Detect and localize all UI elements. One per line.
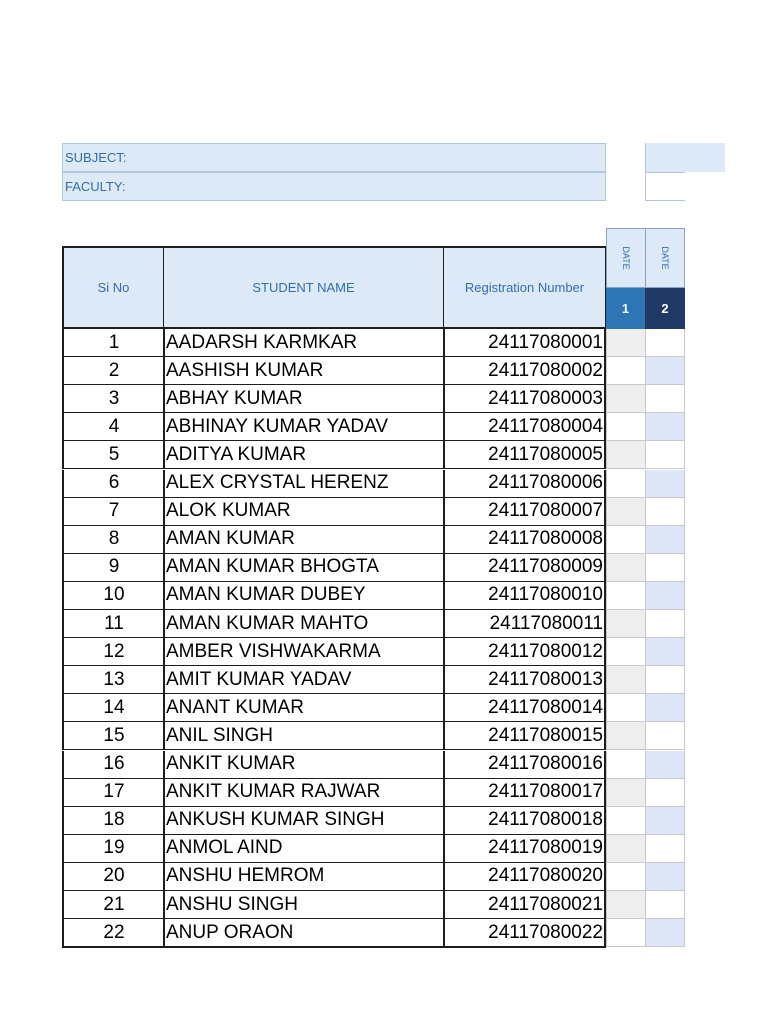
date-header-2[interactable] [645,228,685,288]
row-student-name: ALEX CRYSTAL HERENZ [163,470,444,498]
attendance-cell-date-1[interactable] [606,413,646,441]
attendance-cell-date-1[interactable] [606,638,646,666]
attendance-cell-date-2[interactable] [645,329,685,357]
header-student-name [163,246,444,329]
row-registration-number: 24117080010 [443,582,606,610]
attendance-cell-date-1[interactable] [606,385,646,413]
date-number-1-label: 1 [621,301,630,316]
attendance-cell-date-2[interactable] [645,554,685,582]
row-student-name: AMBER VISHWAKARMA [163,638,444,666]
subject-field[interactable] [62,143,606,172]
row-sl-no: 5 [62,441,164,469]
row-student-name: AASHISH KUMAR [163,357,444,385]
attendance-cell-date-1[interactable] [606,891,646,919]
attendance-cell-date-2[interactable] [645,919,685,947]
row-sl-no: 10 [62,582,164,610]
attendance-cell-date-2[interactable] [645,751,685,779]
row-registration-number: 24117080004 [443,413,606,441]
date-header-2-label: DATE [660,246,670,270]
attendance-cell-date-1[interactable] [606,666,646,694]
subject-date-cell[interactable] [645,143,725,172]
row-registration-number: 24117080021 [443,891,606,919]
header-sl-no [62,246,164,329]
row-student-name: ALOK KUMAR [163,498,444,526]
attendance-cell-date-2[interactable] [645,807,685,835]
row-sl-no: 16 [62,751,164,779]
row-sl-no: 21 [62,891,164,919]
attendance-cell-date-1[interactable] [606,751,646,779]
row-registration-number: 24117080001 [443,329,606,357]
row-sl-no: 18 [62,807,164,835]
row-student-name: AMIT KUMAR YADAV [163,666,444,694]
attendance-cell-date-2[interactable] [645,835,685,863]
date-header-1[interactable] [606,228,646,288]
row-student-name: ANSHU SINGH [163,891,444,919]
row-student-name: ABHINAY KUMAR YADAV [163,413,444,441]
attendance-cell-date-2[interactable] [645,638,685,666]
row-student-name: AADARSH KARMKAR [163,329,444,357]
header-sl-no-label: Si No [97,280,130,295]
attendance-cell-date-1[interactable] [606,835,646,863]
header-registration-number-label: Registration Number [464,280,585,295]
attendance-cell-date-2[interactable] [645,526,685,554]
row-student-name: ANUP ORAON [163,919,444,947]
attendance-cell-date-2[interactable] [645,779,685,807]
row-sl-no: 11 [62,610,164,638]
row-registration-number: 24117080018 [443,807,606,835]
row-sl-no: 2 [62,357,164,385]
attendance-cell-date-2[interactable] [645,357,685,385]
row-sl-no: 15 [62,722,164,750]
row-student-name: ANKUSH KUMAR SINGH [163,807,444,835]
row-registration-number: 24117080002 [443,357,606,385]
attendance-cell-date-2[interactable] [645,694,685,722]
row-student-name: ADITYA KUMAR [163,441,444,469]
attendance-cell-date-2[interactable] [645,610,685,638]
row-registration-number: 24117080015 [443,722,606,750]
attendance-cell-date-1[interactable] [606,694,646,722]
attendance-cell-date-1[interactable] [606,863,646,891]
date-number-1 [606,288,645,329]
date-header-1-label: DATE [621,246,631,270]
header-student-name-label: STUDENT NAME [252,280,355,295]
attendance-cell-date-1[interactable] [606,554,646,582]
attendance-cell-date-1[interactable] [606,919,646,947]
attendance-cell-date-1[interactable] [606,779,646,807]
row-sl-no: 3 [62,385,164,413]
date-number-2-label: 2 [661,301,669,316]
row-sl-no: 8 [62,526,164,554]
row-sl-no: 1 [62,329,164,357]
row-registration-number: 24117080005 [443,441,606,469]
row-student-name: ANMOL AIND [163,835,444,863]
row-registration-number: 24117080022 [443,919,606,947]
row-student-name: AMAN KUMAR DUBEY [163,582,444,610]
attendance-cell-date-1[interactable] [606,526,646,554]
row-registration-number: 24117080014 [443,694,606,722]
attendance-cell-date-1[interactable] [606,357,646,385]
row-student-name: AMAN KUMAR MAHTO [163,610,444,638]
faculty-label: FACULTY: [65,179,126,194]
attendance-cell-date-2[interactable] [645,413,685,441]
row-registration-number: 24117080011 [443,610,606,638]
attendance-cell-date-2[interactable] [645,498,685,526]
attendance-cell-date-2[interactable] [645,891,685,919]
row-sl-no: 12 [62,638,164,666]
row-sl-no: 19 [62,835,164,863]
row-student-name: AMAN KUMAR [163,526,444,554]
row-registration-number: 24117080008 [443,526,606,554]
row-sl-no: 14 [62,694,164,722]
attendance-cell-date-2[interactable] [645,722,685,750]
row-sl-no: 20 [62,863,164,891]
row-student-name: ANKIT KUMAR RAJWAR [163,779,444,807]
attendance-cell-date-1[interactable] [606,610,646,638]
row-registration-number: 24117080003 [443,385,606,413]
row-registration-number: 24117080017 [443,779,606,807]
row-registration-number: 24117080019 [443,835,606,863]
row-registration-number: 24117080007 [443,498,606,526]
attendance-cell-date-1[interactable] [606,470,646,498]
row-sl-no: 13 [62,666,164,694]
attendance-cell-date-1[interactable] [606,498,646,526]
row-registration-number: 24117080012 [443,638,606,666]
row-registration-number: 24117080013 [443,666,606,694]
attendance-cell-date-2[interactable] [645,863,685,891]
row-student-name: ANANT KUMAR [163,694,444,722]
attendance-cell-date-2[interactable] [645,385,685,413]
attendance-cell-date-1[interactable] [606,582,646,610]
faculty-field[interactable] [62,172,606,201]
attendance-cell-date-1[interactable] [606,329,646,357]
date-number-2 [645,288,685,329]
attendance-cell-date-1[interactable] [606,722,646,750]
row-sl-no: 22 [62,919,164,947]
attendance-cell-date-2[interactable] [645,582,685,610]
attendance-cell-date-2[interactable] [645,470,685,498]
row-student-name: AMAN KUMAR BHOGTA [163,554,444,582]
attendance-cell-date-2[interactable] [645,441,685,469]
row-registration-number: 24117080020 [443,863,606,891]
subject-label: SUBJECT: [65,150,127,165]
header-registration-number [443,246,606,329]
row-sl-no: 6 [62,470,164,498]
row-sl-no: 7 [62,498,164,526]
row-sl-no: 17 [62,779,164,807]
row-registration-number: 24117080009 [443,554,606,582]
faculty-date-cell[interactable] [645,172,685,201]
row-registration-number: 24117080006 [443,470,606,498]
row-student-name: ANIL SINGH [163,722,444,750]
row-student-name: ANKIT KUMAR [163,751,444,779]
row-sl-no: 4 [62,413,164,441]
attendance-cell-date-1[interactable] [606,441,646,469]
table-bottom-border [62,946,606,948]
row-sl-no: 9 [62,554,164,582]
row-student-name: ANSHU HEMROM [163,863,444,891]
attendance-cell-date-2[interactable] [645,666,685,694]
row-student-name: ABHAY KUMAR [163,385,444,413]
attendance-cell-date-1[interactable] [606,807,646,835]
row-registration-number: 24117080016 [443,751,606,779]
